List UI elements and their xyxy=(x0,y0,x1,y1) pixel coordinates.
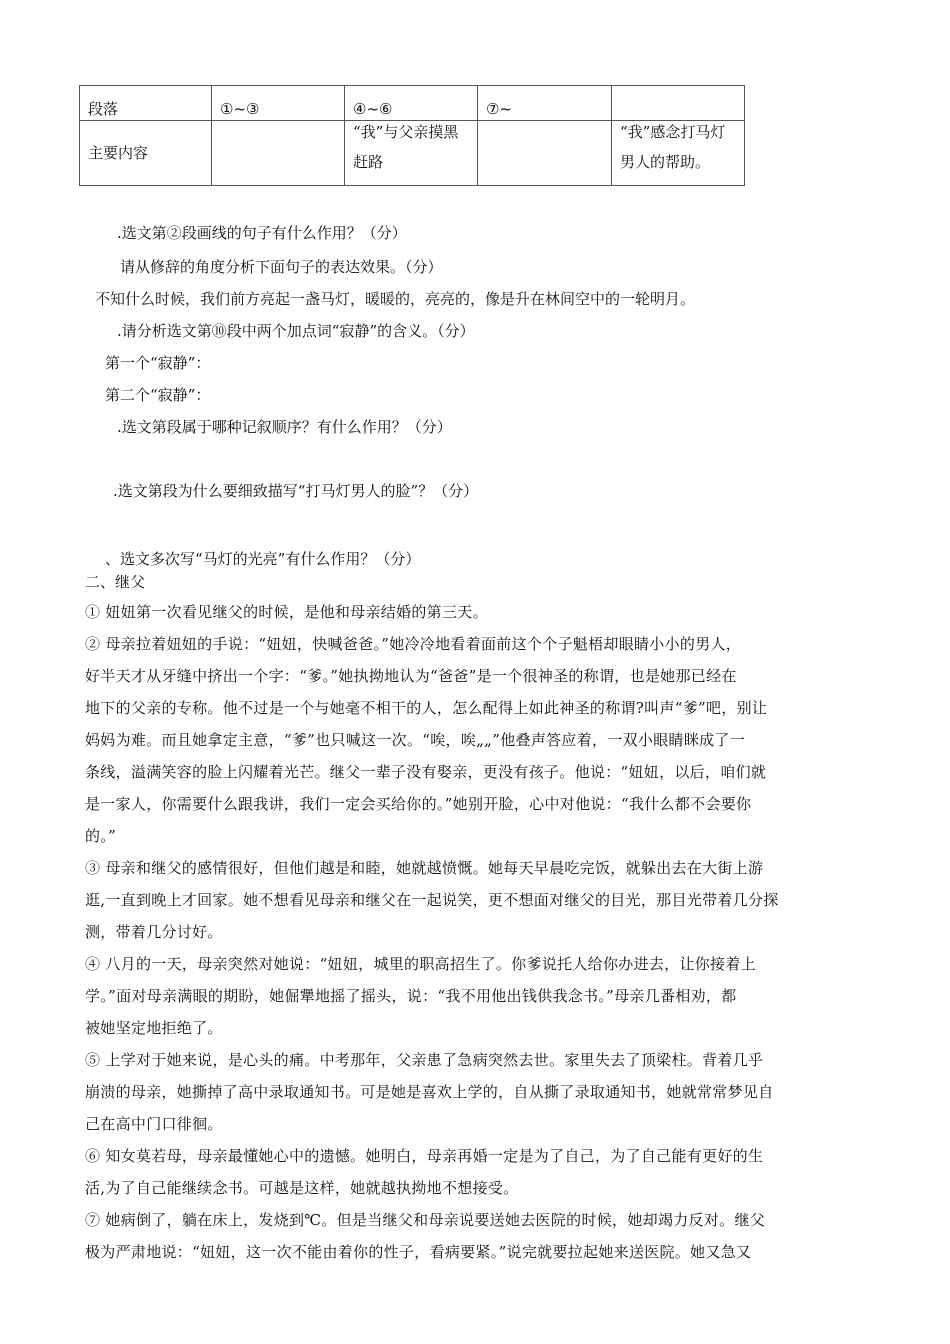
table-cell-text xyxy=(486,121,603,183)
question-4: .选文第段属于哪种记叙顺序？有什么作用？（分） xyxy=(117,418,452,436)
question-6: 、选文多次写“马灯的光亮”有什么作用？（分） xyxy=(105,550,421,568)
story-paragraph-3 xyxy=(85,852,865,948)
text-line: 测，带着几分讨好。 xyxy=(85,923,223,941)
text-line: 极为严肃地说：“妞妞，这一次不能由着你的性子，看病要紧。”说完就要拉起她来送医院。她又急又 xyxy=(85,1243,752,1261)
text-line: 是一家人，你需要什么跟我讲，我们一定会买给你的。”她别开脸，心中对他说：“我什么都不会要你 xyxy=(85,795,752,813)
text-line: 妈妈为难。而且她拿定主意，“爹”也只喊这一次。“唉，唉„„”他叠声答应着，一双小眼睛眯成了一 xyxy=(85,731,746,749)
text-line: ⑥ 知女莫若母，母亲最懂她心中的遗憾。她明白，母亲再婚一定是为了自己，为了自己能有更好的生 xyxy=(85,1147,764,1165)
question-5: .选文第段为什么要细致描写“打马灯男人的脸”？（分） xyxy=(113,482,479,500)
text-line: 崩溃的母亲，她撕掉了高中录取通知书。可是她是喜欢上学的，自从撕了录取通知书，她就常常梦见自 xyxy=(85,1083,774,1101)
table-cell-line: “我”感念打马灯 xyxy=(620,123,726,141)
table-cell-text xyxy=(220,121,336,183)
table-cell-line: 男人的帮助。 xyxy=(620,153,711,171)
table-header-cell xyxy=(612,86,745,121)
table-cell xyxy=(212,121,345,186)
text-line: 活,为了自己能继续念书。可越是这样，她就越执拗地不想接受。 xyxy=(85,1179,519,1197)
text-line: ⑦ 她病倒了，躺在床上，发烧到℃。但是当继父和母亲说要送她去医院的时候，她却竭力反对。继父 xyxy=(85,1211,766,1229)
quoted-sentence: 不知什么时候，我们前方亮起一盏马灯，暖暖的，亮亮的，像是升在林间空中的一轮明月。 xyxy=(95,290,696,308)
table-cell xyxy=(478,121,612,186)
text-line: 己在高中门口徘徊。 xyxy=(85,1115,223,1133)
story-paragraph-1 xyxy=(85,596,865,628)
question-3: .请分析选文第⑩段中两个加点词“寂静”的含义。（分） xyxy=(117,322,475,340)
text-line: ② 母亲拉着妞妞的手说：“妞妞，快喊爸爸。”她冷冷地看着面前这个个子魁梧却眼睛小小的男人， xyxy=(85,635,742,653)
text-line: ④ 八月的一天，母亲突然对她说：“妞妞，城里的职高招生了。你爹说托人给你办进去，让你接着上 xyxy=(85,955,756,973)
table-header-cell: ①~③ xyxy=(212,86,345,121)
text-line: 地下的父亲的专称。他不过是一个与她毫不相干的人，怎么配得上如此神圣的称谓?叫声“爹”吧，别让 xyxy=(85,699,768,717)
table-cell-line: “我”与父亲摸黑 xyxy=(353,123,459,141)
story-paragraph-4 xyxy=(85,948,865,1044)
table-row-label: 主要内容 xyxy=(80,121,212,186)
story-paragraph-6 xyxy=(85,1140,865,1204)
text-line: ① 妞妞第一次看见继父的时候，是他和母亲结婚的第三天。 xyxy=(85,603,488,621)
section-title: 二、继父 xyxy=(85,573,146,591)
text-line: ⑤ 上学对于她来说，是心头的痛。中考那年，父亲患了急病突然去世。家里失去了顶梁柱。背着几乎 xyxy=(85,1051,764,1069)
text-line: 逛,一直到晚上才回家。她不想看见母亲和继父在一起说笑，更不想面对继父的目光，那目光带着几分探 xyxy=(85,891,779,909)
story-paragraph-7 xyxy=(85,1204,865,1268)
table-cell xyxy=(345,121,478,186)
text-line: 的。” xyxy=(85,827,117,845)
text-line: 学。”面对母亲满眼的期盼，她倔犟地摇了摇头，说：“我不用他出钱供我念书。”母亲几番相劝，都 xyxy=(85,987,737,1005)
summary-table xyxy=(79,85,745,186)
table-cell-text xyxy=(353,121,469,183)
text-line: ③ 母亲和继父的感情很好，但他们越是和睦，她就越愤慨。她每天早晨吃完饭，就躲出去在大街上游 xyxy=(85,859,764,877)
table-cell-text xyxy=(620,121,736,183)
text-line: 好半天才从牙缝中挤出一个字：“爹。”她执拗地认为“爸爸”是一个很神圣的称谓，也是她那已经在 xyxy=(85,667,737,685)
answer-line-2: 第二个“寂静”： xyxy=(105,386,211,404)
answer-line-1: 第一个“寂静”： xyxy=(105,354,211,372)
table-header-cell: ④~⑥ xyxy=(345,86,478,121)
story-paragraph-2 xyxy=(85,628,865,852)
question-2: 请从修辞的角度分析下面句子的表达效果。（分） xyxy=(120,258,443,276)
question-1: .选文第②段画线的句子有什么作用？（分） xyxy=(117,224,407,242)
text-line: 条线，溢满笑容的脸上闪耀着光芒。继父一辈子没有娶亲，更没有孩子。他说：“妞妞，以后，咱们就 xyxy=(85,763,767,781)
table-cell xyxy=(612,121,745,186)
story-paragraph-5 xyxy=(85,1044,865,1140)
table-cell-line: 赶路 xyxy=(353,153,384,171)
table-header-cell: 段落 xyxy=(80,86,212,121)
table-header-cell: ⑦~ xyxy=(478,86,612,121)
text-line: 被她坚定地拒绝了。 xyxy=(85,1019,223,1037)
